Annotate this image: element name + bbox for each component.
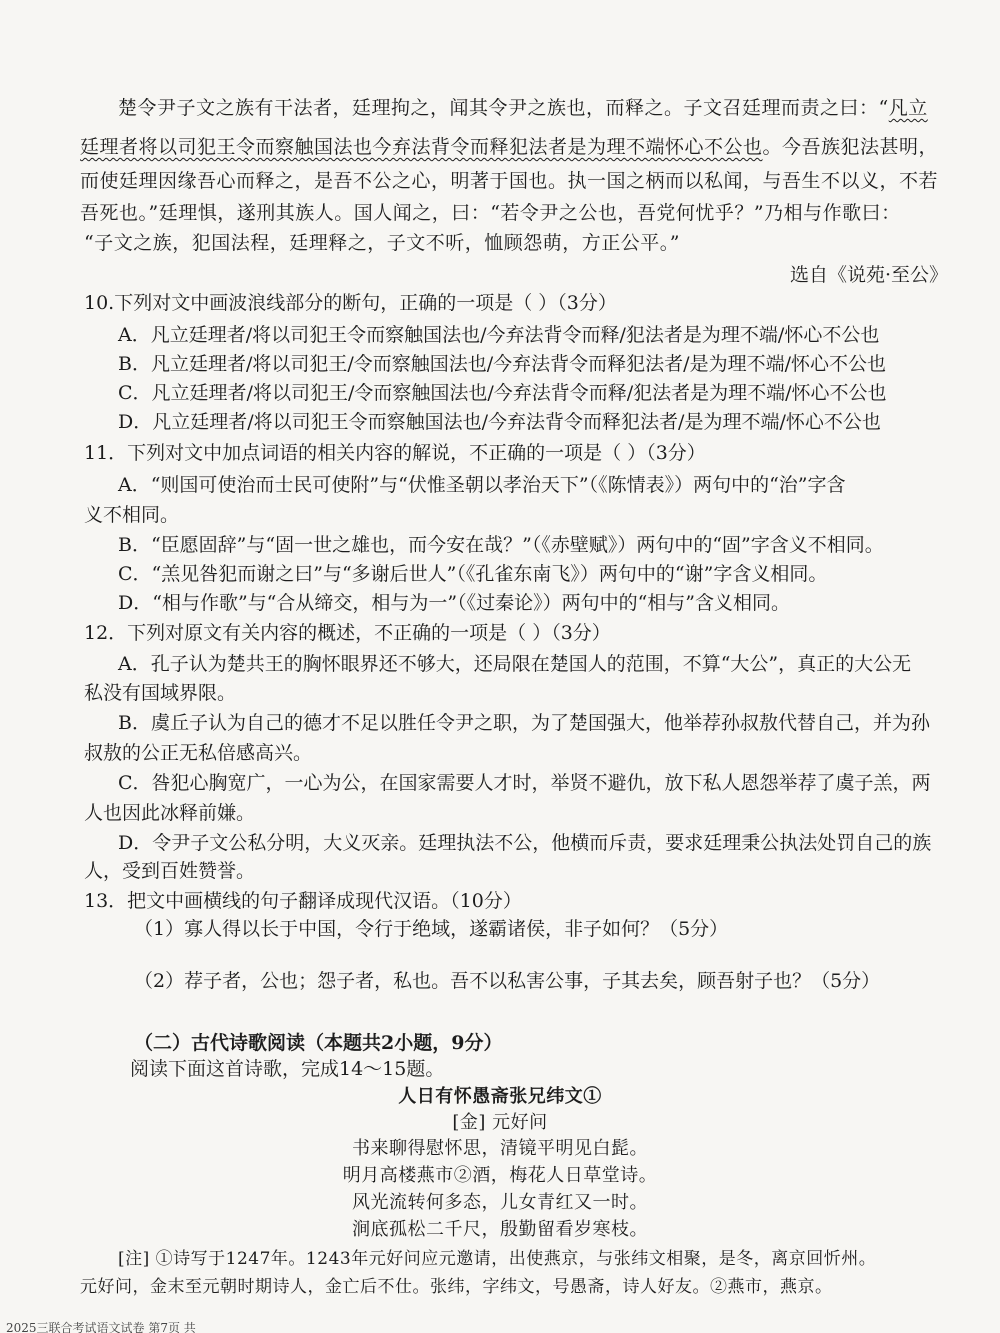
poem-line-3: 风光流转何多态，儿女青红又一时。 (352, 1192, 648, 1213)
poem-line-2: 明月高楼燕市②酒，梅花人日草堂诗。 (342, 1165, 658, 1186)
q11-option-b: B．“臣愿固辞”与“固一世之雄也，而今安在哉？”（《赤壁赋》）两句中的“固”字含义不相同。 (118, 534, 884, 556)
q11-stem: 11．下列对文中加点词语的相关内容的解说，不正确的一项是（ ）（3分） (84, 442, 706, 464)
poetry-instruction: 阅读下面这首诗歌，完成14～15题。 (130, 1058, 445, 1080)
q10-option-d: D．凡立廷理者/将以司犯王令而察触国法也/今弃法背令而释犯法者/是为理不端/怀心不公也 (118, 411, 881, 433)
q10-stem: 10.下列对文中画波浪线部分的断句，正确的一项是（ ）（3分） (84, 292, 617, 314)
q12-option-a-line2: 私没有国域界限。 (84, 682, 237, 704)
q11-option-c: C．“羔见咎犯而谢之曰”与“多谢后世人”（《孔雀东南飞》）两句中的“谢”字含义相同。 (118, 563, 828, 585)
passage-source: 选自《说苑·至公》 (789, 264, 948, 286)
q12-option-d-line2: 人，受到百姓赞誉。 (84, 860, 256, 882)
q13-sentence-2: （2）荐子者，公也；怨子者，私也。吾不以私害公事，子其去矣，顾吾射子也？（5分） (134, 970, 881, 992)
q12-option-c-line1: C．咎犯心胸宽广，一心为公，在国家需要人才时，举贤不避仇，放下私人恩怨举荐了虞子羔，两 (118, 772, 931, 794)
q13-sentence-1: （1）寡人得以长于中国，令行于绝域，遂霸诸侯，非子如何？（5分） (134, 918, 729, 940)
q10-option-a: A．凡立廷理者/将以司犯王令而察触国法也/今弃法背令而释/犯法者是为理不端/怀心不公也 (118, 324, 880, 346)
poem-title: 人日有怀愚斋张兄纬文① (398, 1086, 602, 1107)
poem-line-1: 书来聊得慰怀思，清镜平明见白髭。 (352, 1138, 648, 1159)
poem-note-line-1: [注] ①诗写于1247年。1243年元好问应元邀请，出使燕京，与张纬文相聚，是冬，离京回忻州。 (118, 1249, 877, 1269)
q12-stem: 12．下列对原文有关内容的概述，不正确的一项是（ ）（3分） (84, 622, 611, 644)
q10-option-c: C．凡立廷理者/将以司犯王/令而察触国法也/今弃法背令而释/犯法者是为理不端/怀心不公也 (118, 382, 887, 404)
q11-option-a-line2: 义不相同。 (84, 504, 180, 526)
q11-option-a-line1: A．“则国可使治而士民可使附”与“伏惟圣朝以孝治天下”（《陈情表》）两句中的“治”字含 (118, 474, 846, 496)
wavy-underline-start: 凡立 (888, 97, 928, 119)
passage-line-2: 廷理者将以司犯王令而察触国法也今弃法背令而释犯法者是为理不端怀心不公也。今吾族犯法甚明， (80, 136, 939, 158)
q10-option-b: B．凡立廷理者/将以司犯王/令而察触国法也/今弃法背令而释犯法者/是为理不端/怀心不公也 (118, 353, 886, 375)
passage-line-5: “子文之族，犯国法程，廷理释之，子文不听，恤顾怨萌，方正公平。” (84, 232, 680, 254)
page-footer: 2025三联合考试语文试卷 第7页 共 (6, 1321, 196, 1333)
q12-option-a-line1: A．孔子认为楚共王的胸怀眼界还不够大，还局限在楚国人的范围，不算“大公”，真正的大公无 (118, 653, 912, 675)
q12-option-d-line1: D．令尹子文公私分明，大义灭亲。廷理执法不公，他横而斥责，要求廷理秉公执法处罚自己的族 (118, 832, 932, 854)
passage-line-3: 而使廷理因缘吾心而释之，是吾不公之心，明著于国也。执一国之柄而以私闻，与吾生不以义，不若 (80, 170, 939, 192)
q13-stem: 13．把文中画横线的句子翻译成现代汉语。（10分） (84, 890, 522, 912)
passage-line-1: 楚令尹子文之族有干法者，廷理拘之，闻其令尹之族也，而释之。子文召廷理而责之曰：“凡立 (118, 97, 928, 119)
q12-option-b-line2: 叔敖的公正无私倍感高兴。 (84, 742, 313, 764)
wavy-underline-segment: 廷理者将以司犯王令而察触国法也今弃法背令而释犯法者是为理不端怀心不公也 (80, 136, 763, 158)
poem-note-line-2: 元好问，金末至元朝时期诗人，金亡后不仕。张纬，字纬文，号愚斋，诗人好友。②燕市，燕京。 (80, 1277, 833, 1297)
q12-option-c-line2: 人也因此冰释前嫌。 (84, 802, 256, 824)
poetry-section-heading: （二）古代诗歌阅读（本题共2小题，9分） (134, 1032, 503, 1054)
q11-option-d: D．“相与作歌”与“合从缔交，相与为一”（《过秦论》）两句中的“相与”含义相同。 (118, 592, 791, 614)
poem-line-4: 涧底孤松二千尺，殷勤留看岁寒枝。 (352, 1219, 648, 1240)
poem-author: [金] 元好问 (452, 1112, 548, 1133)
q12-option-b-line1: B．虞丘子认为自己的德才不足以胜任令尹之职，为了楚国强大，他举荐孙叔敖代替自己，并为孙 (118, 712, 930, 734)
passage-line-4: 吾死也。”廷理惧，遂刑其族人。国人闻之，曰：“若令尹之公也，吾党何忧乎？”乃相与作歌曰： (80, 202, 901, 224)
